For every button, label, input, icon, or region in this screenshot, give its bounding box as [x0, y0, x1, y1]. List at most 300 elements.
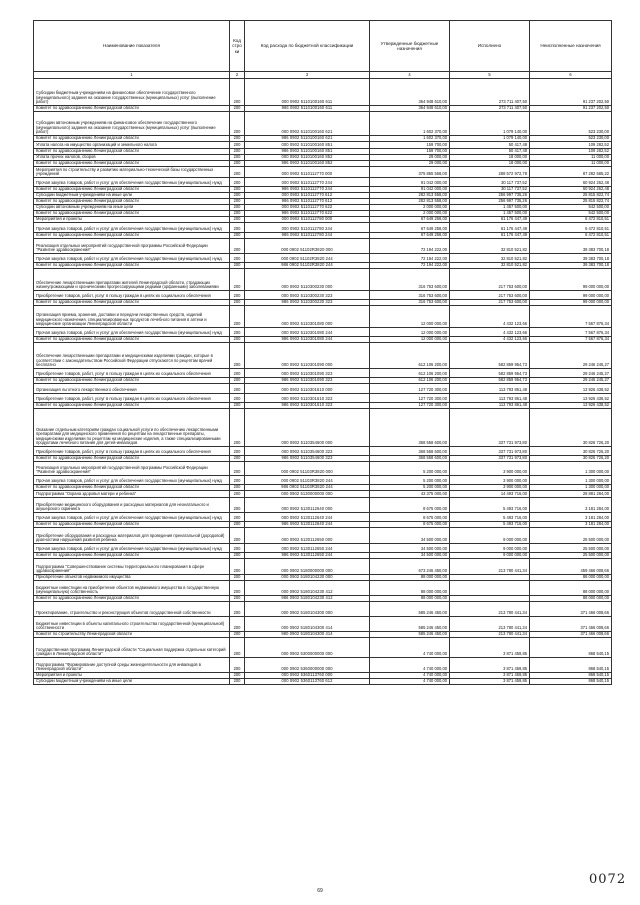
row-approved: 88 000 000,00 [370, 581, 450, 596]
row-line-code: 200 [230, 217, 245, 223]
row-approved: 2 000 000,00 [370, 211, 450, 217]
row-approved: 368 558 600,00 [370, 447, 450, 456]
row-line-code: 200 [230, 306, 245, 328]
row-executed: 9 000 000,00 [450, 544, 530, 553]
row-kbk: 000 0902 5110301090 000 [245, 343, 370, 369]
row-line-code: 200 [230, 462, 245, 476]
table-row [34, 142, 612, 149]
row-executed: 213 780 441,34 [450, 632, 530, 638]
table-row [34, 581, 612, 596]
row-unexecuted: 6 472 810,51 [530, 233, 612, 239]
row-executed: 18 000,00 [450, 161, 530, 167]
row-unexecuted: 371 466 008,66 [530, 632, 612, 638]
row-unexecuted: 7 567 876,34 [530, 306, 612, 328]
row-kbk: 000 0902 5180104230 412 [245, 581, 370, 596]
table-row [34, 476, 612, 485]
row-approved: 612 106 200,00 [370, 378, 450, 384]
table-row [34, 498, 612, 513]
row-approved: 72 194 222,00 [370, 263, 450, 269]
row-name: Комитет по здравоохранению Ленинградской области [34, 553, 230, 559]
row-unexecuted: 30 826 726,20 [530, 456, 612, 462]
row-line-code: 200 [230, 263, 245, 269]
row-name: Комитет по здравоохранению Ленинградской области [34, 522, 230, 528]
row-kbk: 986 0902 5110100160 852 [245, 161, 370, 167]
row-unexecuted: 99 000 000,00 [530, 291, 612, 300]
table-row [34, 199, 612, 205]
row-kbk: 000 0902 5180104300 000 [245, 602, 370, 617]
row-name: Комитет по строительству Ленинградской области [34, 632, 230, 638]
row-executed: 30 117 737,52 [450, 187, 530, 193]
row-kbk: 000 0902 5110100160 611 [245, 79, 370, 106]
row-approved: 673 246 450,00 [370, 559, 450, 575]
row-approved: 34 500 000,00 [370, 544, 450, 553]
table-row [34, 513, 612, 522]
row-unexecuted: 28 881 284,00 [530, 491, 612, 498]
row-unexecuted: 29 246 245,27 [530, 369, 612, 378]
row-line-code: 200 [230, 513, 245, 522]
row-unexecuted: 88 000 000,00 [530, 575, 612, 581]
row-name: Комитет по здравоохранению Ленинградской области [34, 403, 230, 409]
table-row [34, 559, 612, 575]
row-unexecuted: 39 383 700,18 [530, 254, 612, 263]
row-unexecuted: 29 246 245,27 [530, 378, 612, 384]
row-kbk: 000 0902 5360000000 000 [245, 658, 370, 673]
row-unexecuted: 542 500,00 [530, 211, 612, 217]
row-executed: 32 810 521,82 [450, 263, 530, 269]
row-unexecuted: 868 540,15 [530, 658, 612, 673]
table-row [34, 617, 612, 632]
row-executed: 61 176 447,49 [450, 223, 530, 233]
row-kbk: 986 0902 5110354600 323 [245, 456, 370, 462]
row-kbk: 000 0902 5110301610 000 [245, 384, 370, 394]
table-row [34, 306, 612, 328]
row-name: Комитет по здравоохранению Ленинградской области [34, 263, 230, 269]
row-line-code: 200 [230, 328, 245, 337]
row-unexecuted: 1 300 000,00 [530, 476, 612, 485]
row-unexecuted: 7 567 876,34 [530, 337, 612, 343]
row-name: Субсидии автономным учреждениям на финансовое обеспечение государственного (муниципального) задания на оказание государственных (муниципальных) услуг (выполнение работ) [34, 112, 230, 136]
row-line-code: 200 [230, 106, 245, 112]
row-kbk: 986 0902 5110301610 323 [245, 403, 370, 409]
row-approved: 612 106 200,00 [370, 343, 450, 369]
row-name: Комитет по здравоохранению Ленинградской области [34, 199, 230, 205]
row-kbk: 000 0902 5110100160 851 [245, 142, 370, 149]
row-approved: 5 200 000,00 [370, 462, 450, 476]
row-unexecuted: 91 237 202,50 [530, 106, 612, 112]
row-kbk: 000 0902 5130000000 000 [245, 491, 370, 498]
row-unexecuted: 868 540,15 [530, 673, 612, 679]
row-line-code: 200 [230, 544, 245, 553]
row-approved: 72 194 222,00 [370, 254, 450, 263]
row-unexecuted: 88 000 000,00 [530, 581, 612, 596]
row-unexecuted: 25 500 000,00 [530, 544, 612, 553]
row-kbk: 000 0902 5110354600 323 [245, 447, 370, 456]
row-line-code: 200 [230, 673, 245, 679]
row-executed: 1 457 500,00 [450, 205, 530, 211]
header-approved: Утвержденные бюджетные назначения [370, 21, 450, 72]
row-name: Субсидии бюджетным учреждениям на иные цели [34, 193, 230, 199]
row-unexecuted: 39 383 700,18 [530, 239, 612, 254]
row-name: Приобретение товаров, работ, услуг в пользу граждан в целях их социального обеспечения [34, 369, 230, 378]
row-unexecuted: 371 466 008,66 [530, 617, 612, 632]
row-executed: 113 793 861,48 [450, 403, 530, 409]
row-line-code: 200 [230, 178, 245, 187]
row-name: Бюджетные инвестиции на приобретение объектов недвижимого имущества в государственную (муниципальную) собственность [34, 581, 230, 596]
row-line-code: 200 [230, 378, 245, 384]
row-unexecuted: 60 924 262,48 [530, 187, 612, 193]
row-executed: 113 793 861,48 [450, 384, 530, 394]
row-unexecuted: 30 826 726,20 [530, 447, 612, 456]
row-executed: 1 079 140,00 [450, 136, 530, 142]
row-name: Субсидии бюджетным учреждениям на иные цели [34, 679, 230, 685]
row-kbk: 986 0902 5110112780 244 [245, 233, 370, 239]
row-name: Приобретение товаров, работ, услуг в пользу граждан в целях их социального обеспечения [34, 291, 230, 300]
table-row [34, 544, 612, 553]
row-line-code: 200 [230, 679, 245, 685]
row-executed: 582 859 954,73 [450, 378, 530, 384]
column-number: 1 [34, 72, 230, 79]
column-number: 3 [245, 72, 370, 79]
row-line-code: 200 [230, 112, 245, 136]
row-line-code: 200 [230, 233, 245, 239]
row-unexecuted: 87 282 585,22 [530, 167, 612, 178]
table-row [34, 263, 612, 269]
row-executed: 337 731 973,80 [450, 447, 530, 456]
row-unexecuted: 109 282,52 [530, 142, 612, 149]
row-kbk: 000 0902 5180104300 414 [245, 617, 370, 632]
row-line-code: 200 [230, 149, 245, 155]
row-executed: 113 793 861,48 [450, 394, 530, 403]
row-kbk: 000 0902 5360113760 000 [245, 673, 370, 679]
row-name: Прочая закупка товаров, работ и услуг для обеспечения государственных (муниципальных) нужд [34, 223, 230, 233]
table-row [34, 193, 612, 199]
row-line-code: 200 [230, 254, 245, 263]
row-kbk: 000 0902 5110112770 622 [245, 205, 370, 211]
table-row [34, 254, 612, 263]
row-executed [450, 581, 530, 596]
row-approved: 29 000,00 [370, 161, 450, 167]
row-name: Комитет по здравоохранению Ленинградской области [34, 596, 230, 602]
table-row [34, 300, 612, 306]
row-approved: 316 753 600,00 [370, 269, 450, 291]
row-approved: 282 813 558,00 [370, 193, 450, 199]
row-unexecuted: 29 246 245,27 [530, 343, 612, 369]
row-executed: 337 731 973,80 [450, 409, 530, 447]
row-line-code: 200 [230, 343, 245, 369]
table-row [34, 79, 612, 106]
row-line-code: 200 [230, 167, 245, 178]
row-kbk: 000 0902 5110112770 000 [245, 167, 370, 178]
row-kbk: 000 0902 5180104230 000 [245, 575, 370, 581]
row-line-code: 200 [230, 491, 245, 498]
row-name: Обеспечение лекарственными препаратами жителей Ленинградской области, страдающих жизнеугрожающими и хроническими прогрессирующими редкими (орфанными) заболеваниями [34, 269, 230, 291]
table-body [34, 79, 612, 685]
row-name: Мероприятия по строительству и развитию материально-технической базы государственных учреждений [34, 167, 230, 178]
row-executed: 5 493 716,00 [450, 513, 530, 522]
row-name: Комитет по здравоохранению Ленинградской области [34, 161, 230, 167]
row-name: Реализация отдельных мероприятий государственной программы Российской Федерации "Развитие здравоохранения" [34, 239, 230, 254]
row-name: Мероприятия и проекты [34, 673, 230, 679]
row-executed: 3 900 000,00 [450, 462, 530, 476]
row-kbk: 986 0902 5110112770 622 [245, 211, 370, 217]
row-name: Проектирование, строительство и реконструкция объектов государственной собственности [34, 602, 230, 617]
table-row [34, 384, 612, 394]
row-approved: 5 200 000,00 [370, 476, 450, 485]
table-row [34, 205, 612, 211]
row-executed: 3 871 459,85 [450, 638, 530, 658]
row-kbk: 000 0902 5110301610 323 [245, 394, 370, 403]
row-approved: 88 000 000,00 [370, 596, 450, 602]
row-name: Оказание отдельным категориям граждан социальной услуги по обеспечению лекарственными препаратами для медицинского применения по рецептам на лекарственные препараты, медицинскими изделиями по рецептам на медицинские изделия, а также специализированными продуктами лечебного питания для детей-инвалидов [34, 409, 230, 447]
header-line-code: Код стро ки [230, 21, 245, 72]
table-row [34, 602, 612, 617]
row-approved: 4 740 000,00 [370, 658, 450, 673]
table-row [34, 638, 612, 658]
row-name: Комитет по здравоохранению Ленинградской области [34, 378, 230, 384]
header-executed: Исполнено [450, 21, 530, 72]
table-row [34, 462, 612, 476]
row-line-code: 200 [230, 161, 245, 167]
row-approved: 67 649 258,00 [370, 217, 450, 223]
row-kbk: 000 0902 5110112780 000 [245, 217, 370, 223]
row-approved: 368 558 600,00 [370, 409, 450, 447]
row-executed: 582 859 954,73 [450, 369, 530, 378]
row-unexecuted: 523 230,00 [530, 112, 612, 136]
table-row [34, 233, 612, 239]
row-kbk: 000 0902 5180000000 000 [245, 559, 370, 575]
row-kbk: 000 0902 5110100160 621 [245, 112, 370, 136]
row-approved: 4 740 000,00 [370, 673, 450, 679]
row-line-code: 200 [230, 575, 245, 581]
row-name: Бюджетные инвестиции в объекты капитального строительства государственной (муниципальной) собственности [34, 617, 230, 632]
row-kbk: 000 0902 5110300230 000 [245, 269, 370, 291]
table-row [34, 343, 612, 369]
row-name: Прочая закупка товаров, работ и услуг для обеспечения государственных (муниципальных) нужд [34, 178, 230, 187]
row-unexecuted: 868 540,15 [530, 638, 612, 658]
row-name: Организация льготного лекарственного обеспечения [34, 384, 230, 394]
row-kbk: 000 0902 5110112780 244 [245, 223, 370, 233]
row-kbk: 986 0902 5110112770 612 [245, 199, 370, 205]
row-approved: 4 740 000,00 [370, 638, 450, 658]
row-name: Комитет по здравоохранению Ленинградской области [34, 149, 230, 155]
row-executed: 3 900 000,00 [450, 485, 530, 491]
row-line-code: 200 [230, 409, 245, 447]
row-unexecuted: 99 000 000,00 [530, 269, 612, 291]
row-executed: 50 417,48 [450, 142, 530, 149]
row-line-code: 200 [230, 596, 245, 602]
row-unexecuted: 7 567 876,34 [530, 328, 612, 337]
row-kbk: 000 0902 5110301090 323 [245, 369, 370, 378]
row-approved: 368 558 600,00 [370, 456, 450, 462]
row-kbk: 986 0902 5110301080 244 [245, 337, 370, 343]
header-unexecuted: Неисполненные назначения [530, 21, 612, 72]
row-line-code: 200 [230, 528, 245, 544]
row-kbk: 000 0902 51102R3820 244 [245, 254, 370, 263]
row-executed: 3 900 000,00 [450, 476, 530, 485]
table-row [34, 456, 612, 462]
row-executed: 213 780 441,34 [450, 602, 530, 617]
row-kbk: 000 0902 51103R3820 244 [245, 476, 370, 485]
row-line-code: 200 [230, 559, 245, 575]
row-unexecuted: 371 466 008,66 [530, 602, 612, 617]
row-unexecuted: 99 000 000,00 [530, 300, 612, 306]
row-kbk: 000 0902 5130112640 244 [245, 513, 370, 522]
row-kbk: 986 0902 5110112770 244 [245, 187, 370, 193]
row-executed: 3 871 459,85 [450, 673, 530, 679]
row-executed: 256 997 735,26 [450, 199, 530, 205]
table-row [34, 522, 612, 528]
row-kbk: 986 0902 5110100160 621 [245, 136, 370, 142]
row-executed: 4 432 123,66 [450, 306, 530, 328]
row-name: Прочая закупка товаров, работ и услуг для обеспечения государственных (муниципальных) нужд [34, 544, 230, 553]
row-unexecuted: 1 300 000,00 [530, 485, 612, 491]
row-executed: 256 997 735,26 [450, 193, 530, 199]
row-line-code: 200 [230, 199, 245, 205]
row-executed: 5 493 716,00 [450, 522, 530, 528]
row-name: Приобретение объектов недвижимого имущества [34, 575, 230, 581]
column-number: 5 [450, 72, 530, 79]
row-approved: 91 042 000,00 [370, 187, 450, 193]
row-executed: 217 753 600,00 [450, 291, 530, 300]
row-line-code: 200 [230, 337, 245, 343]
table-row [34, 632, 612, 638]
row-name: Комитет по здравоохранению Ленинградской области [34, 337, 230, 343]
header-name: Наименование показателя [34, 21, 230, 72]
row-line-code: 200 [230, 602, 245, 617]
row-kbk: 000 0902 5110112770 244 [245, 178, 370, 187]
table-row [34, 136, 612, 142]
row-executed: 3 871 459,85 [450, 679, 530, 685]
row-kbk: 986 0902 5180104230 412 [245, 596, 370, 602]
row-name: Подпрограмма "Совершенствование системы территориального планирования в сфере здравоохранения" [34, 559, 230, 575]
row-name: Приобретение товаров, работ, услуг в пользу граждан в целях их социального обеспечения [34, 447, 230, 456]
row-unexecuted: 13 926 438,52 [530, 384, 612, 394]
row-name: Уплата прочих налогов, сборов [34, 155, 230, 161]
row-executed: 61 176 447,49 [450, 217, 530, 223]
table-row [34, 553, 612, 559]
row-unexecuted: 25 500 000,00 [530, 553, 612, 559]
row-line-code: 200 [230, 136, 245, 142]
row-line-code: 200 [230, 638, 245, 658]
row-approved: 159 700,00 [370, 149, 450, 155]
row-kbk: 000 0902 5360113760 612 [245, 679, 370, 685]
row-unexecuted: 13 926 438,52 [530, 394, 612, 403]
row-executed: 337 731 973,80 [450, 456, 530, 462]
row-executed: 273 711 407,50 [450, 106, 530, 112]
row-line-code: 200 [230, 522, 245, 528]
row-kbk: 986 0902 5110301090 323 [245, 378, 370, 384]
row-approved: 316 753 600,00 [370, 291, 450, 300]
row-executed: 4 432 123,66 [450, 328, 530, 337]
row-name: Реализация отдельных мероприятий государственной программы Российской Федерации "Развитие здравоохранения" [34, 462, 230, 476]
row-approved: 67 649 258,00 [370, 233, 450, 239]
row-approved: 8 675 000,00 [370, 513, 450, 522]
row-name: Подпрограмма "Формирование доступной среды жизнедеятельности для инвалидов в Ленинградской области" [34, 658, 230, 673]
row-approved: 127 720 300,00 [370, 384, 450, 394]
row-line-code: 200 [230, 394, 245, 403]
row-executed: 32 810 521,82 [450, 239, 530, 254]
row-kbk: 000 0902 5300000000 000 [245, 638, 370, 658]
row-unexecuted: 523 230,00 [530, 136, 612, 142]
row-approved: 67 649 258,00 [370, 223, 450, 233]
row-line-code: 200 [230, 187, 245, 193]
row-approved: 88 000 000,00 [370, 575, 450, 581]
row-executed: 61 176 447,49 [450, 233, 530, 239]
row-name: Комитет по здравоохранению Ленинградской области [34, 300, 230, 306]
row-approved: 12 000 000,00 [370, 328, 450, 337]
table-row [34, 167, 612, 178]
row-kbk: 986 0902 51102R3820 244 [245, 263, 370, 269]
row-unexecuted: 6 472 810,51 [530, 223, 612, 233]
row-line-code: 200 [230, 223, 245, 233]
header-kbk: Код расхода по бюджетной классификации [245, 21, 370, 72]
table-row [34, 291, 612, 300]
row-unexecuted: 39 383 700,18 [530, 263, 612, 269]
row-executed: 3 871 459,85 [450, 658, 530, 673]
table-row [34, 328, 612, 337]
row-unexecuted: 11 000,00 [530, 161, 612, 167]
row-executed: 9 000 000,00 [450, 553, 530, 559]
row-line-code: 200 [230, 155, 245, 161]
row-name: Комитет по здравоохранению Ленинградской области [34, 187, 230, 193]
row-approved: 316 753 600,00 [370, 300, 450, 306]
column-number: 2 [230, 72, 245, 79]
row-unexecuted: 542 500,00 [530, 205, 612, 211]
row-line-code: 200 [230, 498, 245, 513]
row-name: Прочая закупка товаров, работ и услуг для обеспечения государственных (муниципальных) нужд [34, 476, 230, 485]
row-approved: 127 720 300,00 [370, 403, 450, 409]
page-number: 69 [317, 888, 323, 894]
row-name: Субсидии бюджетным учреждениям на финансовое обеспечение государственного (муниципального) задания на оказание государственных (муниципальных) услуг (выполнение работ) [34, 79, 230, 106]
table-row [34, 658, 612, 673]
row-approved: 12 000 000,00 [370, 337, 450, 343]
row-approved: 585 246 450,00 [370, 602, 450, 617]
row-executed: 18 000,00 [450, 155, 530, 161]
table-row [34, 378, 612, 384]
table-row [34, 178, 612, 187]
row-name: Прочая закупка товаров, работ и услуг для обеспечения государственных (муниципальных) нужд [34, 328, 230, 337]
row-approved: 91 042 000,00 [370, 178, 450, 187]
row-name: Государственная программа Ленинградской области "Социальная поддержка отдельных категорий граждан в Ленинградской области" [34, 638, 230, 658]
row-kbk: 000 0902 5130112650 000 [245, 528, 370, 544]
row-executed: 32 810 521,82 [450, 254, 530, 263]
row-executed: 50 417,48 [450, 149, 530, 155]
row-name: Комитет по здравоохранению Ленинградской области [34, 233, 230, 239]
row-approved: 1 602 370,00 [370, 136, 450, 142]
column-number-row [34, 72, 612, 79]
row-unexecuted: 3 181 284,00 [530, 522, 612, 528]
row-name: Подпрограмма "Охрана здоровья матери и ребенка" [34, 491, 230, 498]
row-approved: 2 000 000,00 [370, 205, 450, 211]
row-unexecuted: 25 500 000,00 [530, 528, 612, 544]
row-executed: 217 753 600,00 [450, 300, 530, 306]
row-name: Комитет по здравоохранению Ленинградской области [34, 211, 230, 217]
row-line-code: 200 [230, 617, 245, 632]
row-approved: 12 000 000,00 [370, 306, 450, 328]
column-number: 6 [530, 72, 612, 79]
row-unexecuted: 1 300 000,00 [530, 462, 612, 476]
row-unexecuted: 868 540,15 [530, 679, 612, 685]
row-name: Комитет по здравоохранению Ленинградской области [34, 106, 230, 112]
row-line-code: 200 [230, 456, 245, 462]
table-row [34, 485, 612, 491]
row-approved: 364 948 610,00 [370, 106, 450, 112]
row-line-code: 200 [230, 142, 245, 149]
row-unexecuted: 60 924 262,48 [530, 178, 612, 187]
row-kbk: 986 0902 51103R3820 244 [245, 485, 370, 491]
row-approved: 585 246 450,00 [370, 632, 450, 638]
row-approved: 8 675 000,00 [370, 522, 450, 528]
